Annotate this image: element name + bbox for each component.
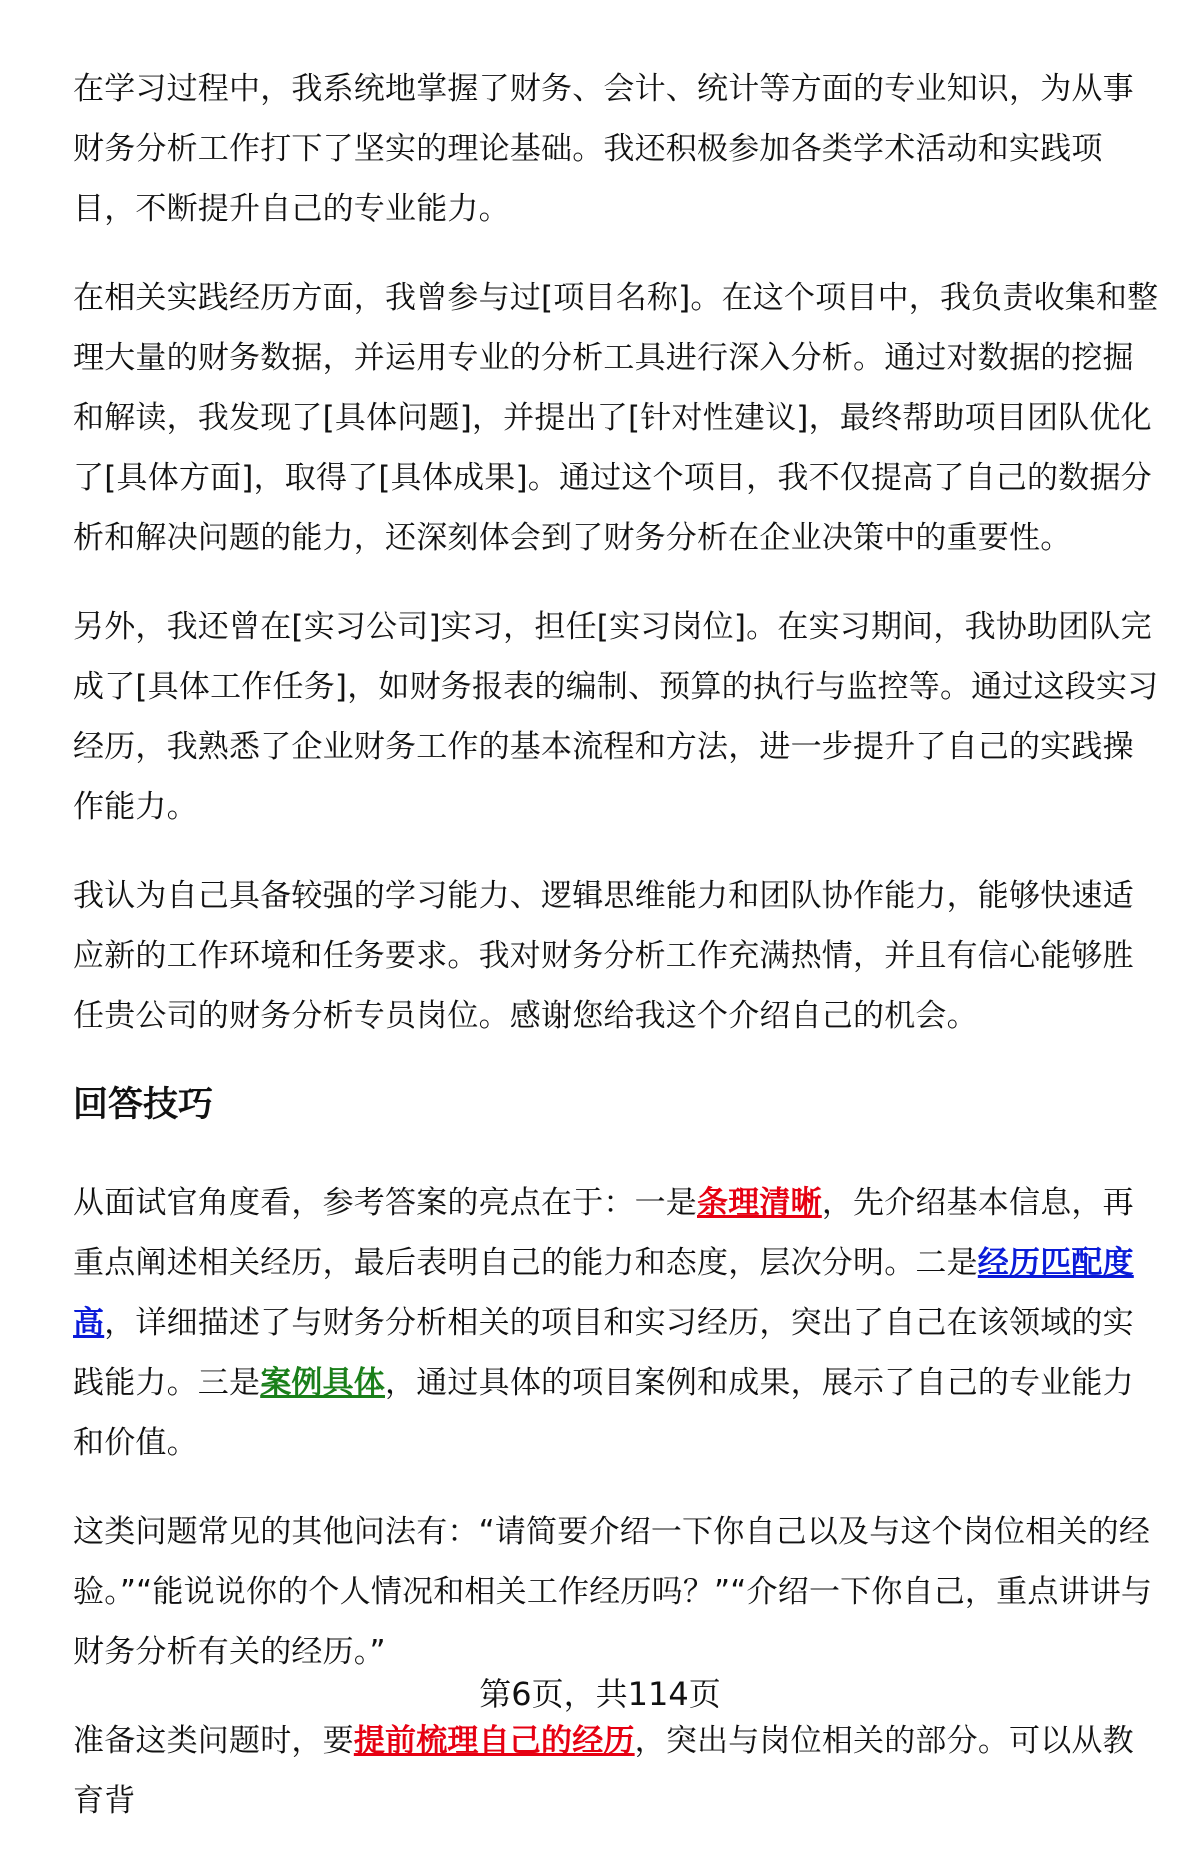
highlight-experience-match: 经历匹配度高 (73, 1245, 1134, 1341)
text: ，先介绍基本信息，再重点阐述相关经历，最后表明自己的能力和态度，层次分明。二是 (73, 1185, 1134, 1281)
text: ，突出与岗位相关的部分。可以从教育背 (73, 1723, 1134, 1819)
text: ，详细描述了与财务分析相关的项目和实习经历，突出了自己在该领域的实践能力。三是 (73, 1305, 1134, 1401)
paragraph-preparation (73, 1711, 1163, 1831)
highlight-clear-structure: 条理清晰 (697, 1185, 822, 1221)
document-body (73, 59, 1163, 1860)
text: 从面试官角度看，参考答案的亮点在于：一是 (73, 1185, 697, 1221)
section-heading: 回答技巧 (73, 1085, 214, 1125)
highlight-review-experience: 提前梳理自己的经历 (353, 1723, 635, 1759)
text: ，通过具体的项目案例和成果，展示了自己的专业能力和价值。 (73, 1365, 1134, 1461)
paragraph-project: 在相关实践经历方面，我曾参与过[项目名称]。在这个项目中，我负责收集和整理大量的财务数据，并运用专业的分析工具进行深入分析。通过对数据的挖掘和解读，我发现了[具体问题]，并提出了[针对性建议]，最终帮助项目团队优化了[具体方面]，取得了[具体成果]。通过这个项目，我不仅提高了自己的数据分析和解决问题的能力，还深刻体会到了财务分析在企业决策中的重要性。 (73, 280, 1159, 556)
text: 准备这类问题时，要 (73, 1723, 354, 1759)
highlight-specific-cases: 案例具体 (260, 1365, 386, 1401)
paragraph-highlights (73, 1173, 1163, 1473)
page-number: 第6页，共114页 (479, 1675, 721, 1713)
paragraph-variants: 这类问题常见的其他问法有：“请简要介绍一下你自己以及与这个岗位相关的经验。”“能说说你的个人情况和相关工作经历吗？”“介绍一下你自己，重点讲讲与财务分析有关的经历。” (73, 1514, 1153, 1670)
paragraph-study: 在学习过程中，我系统地掌握了财务、会计、统计等方面的专业知识，为从事财务分析工作打下了坚实的理论基础。我还积极参加各类学术活动和实践项目，不断提升自己的专业能力。 (73, 71, 1134, 227)
paragraph-internship: 另外，我还曾在[实习公司]实习，担任[实习岗位]。在实习期间，我协助团队完成了[具体工作任务]，如财务报表的编制、预算的执行与监控等。通过这段实习经历，我熟悉了企业财务工作的基本流程和方法，进一步提升了自己的实践操作能力。 (73, 609, 1159, 825)
paragraph-summary: 我认为自己具备较强的学习能力、逻辑思维能力和团队协作能力，能够快速适应新的工作环境和任务要求。我对财务分析工作充满热情，并且有信心能够胜任贵公司的财务分析专员岗位。感谢您给我这个介绍自己的机会。 (73, 878, 1134, 1034)
